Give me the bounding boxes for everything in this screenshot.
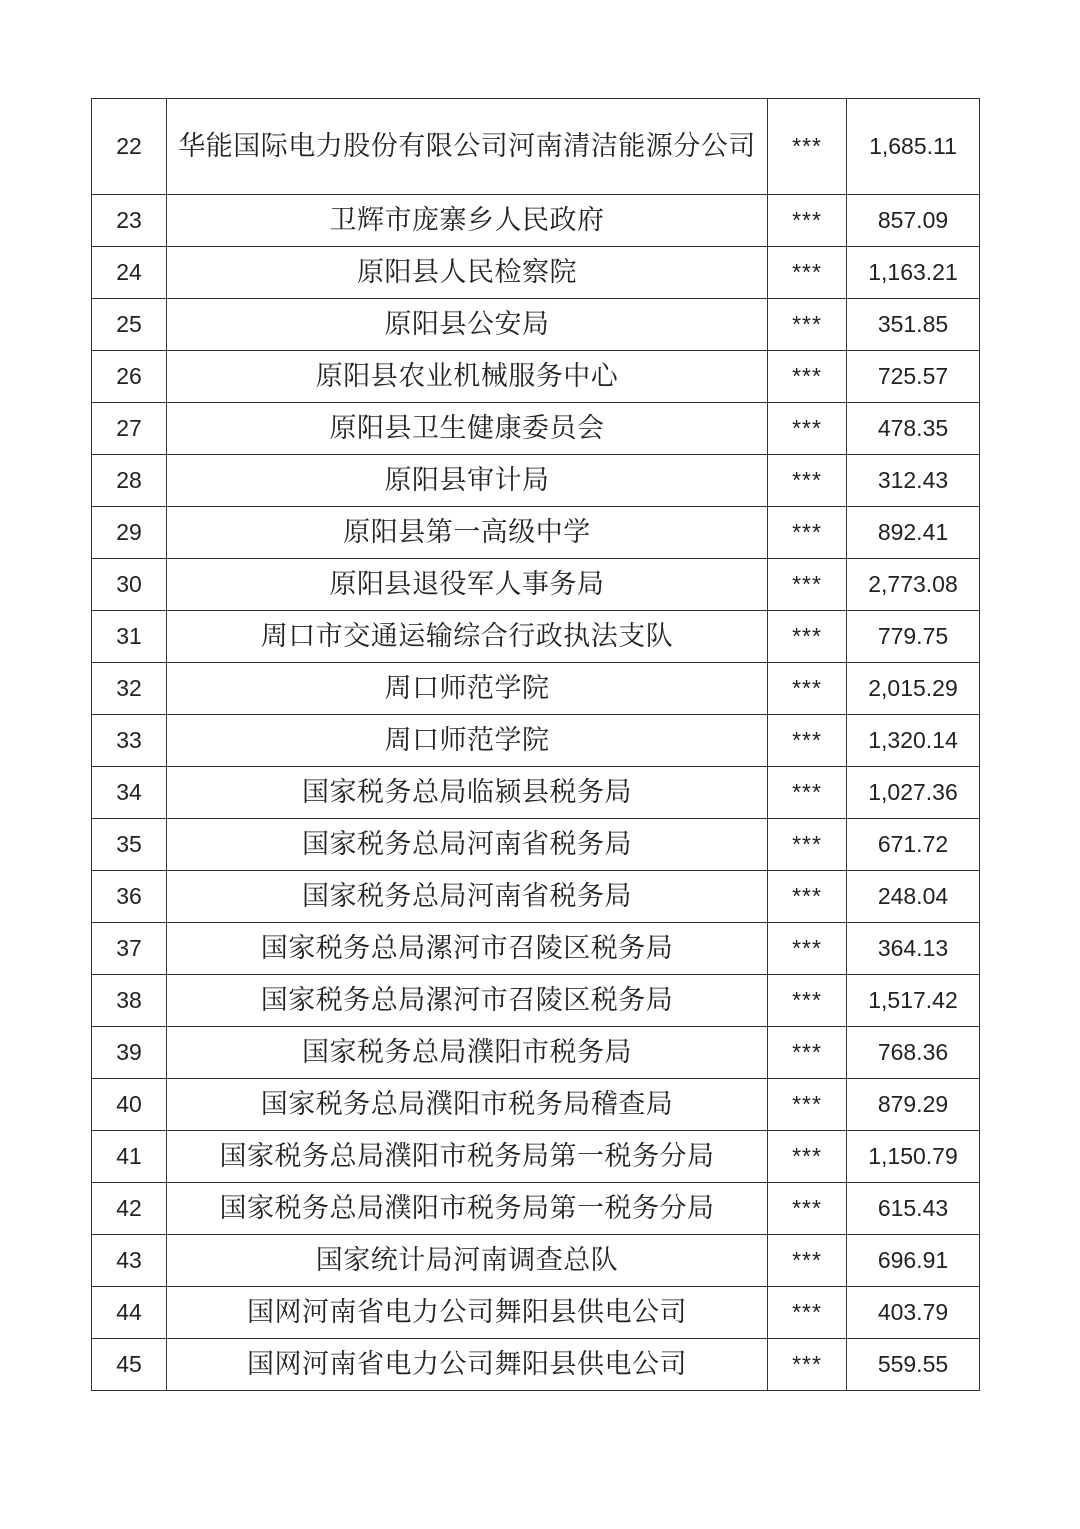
row-number: 33 — [92, 715, 167, 767]
amount: 857.09 — [847, 195, 980, 247]
row-number: 26 — [92, 351, 167, 403]
amount: 351.85 — [847, 299, 980, 351]
table-row — [92, 663, 980, 715]
amount: 779.75 — [847, 611, 980, 663]
row-number: 32 — [92, 663, 167, 715]
unit-name: 国家税务总局濮阳市税务局稽查局 — [167, 1079, 768, 1131]
amount: 403.79 — [847, 1287, 980, 1339]
masked-person: *** — [768, 975, 847, 1027]
table-row — [92, 975, 980, 1027]
unit-name: 华能国际电力股份有限公司河南清洁能源分公司 — [167, 99, 768, 195]
unit-name: 原阳县公安局 — [167, 299, 768, 351]
masked-person: *** — [768, 247, 847, 299]
row-number: 30 — [92, 559, 167, 611]
row-number: 24 — [92, 247, 167, 299]
amount: 696.91 — [847, 1235, 980, 1287]
table-row — [92, 247, 980, 299]
table-row — [92, 1131, 980, 1183]
table-row — [92, 1235, 980, 1287]
unit-name: 国家税务总局濮阳市税务局 — [167, 1027, 768, 1079]
amount: 725.57 — [847, 351, 980, 403]
unit-name: 国网河南省电力公司舞阳县供电公司 — [167, 1339, 768, 1391]
row-number: 39 — [92, 1027, 167, 1079]
masked-person: *** — [768, 195, 847, 247]
row-number: 28 — [92, 455, 167, 507]
unit-name: 周口市交通运输综合行政执法支队 — [167, 611, 768, 663]
row-number: 44 — [92, 1287, 167, 1339]
masked-person: *** — [768, 611, 847, 663]
row-number: 27 — [92, 403, 167, 455]
row-number: 23 — [92, 195, 167, 247]
unit-name: 原阳县农业机械服务中心 — [167, 351, 768, 403]
table-row — [92, 455, 980, 507]
unit-name: 原阳县第一高级中学 — [167, 507, 768, 559]
masked-person: *** — [768, 1131, 847, 1183]
row-number: 38 — [92, 975, 167, 1027]
table-row — [92, 715, 980, 767]
amount: 892.41 — [847, 507, 980, 559]
masked-person: *** — [768, 871, 847, 923]
unit-name: 周口师范学院 — [167, 715, 768, 767]
amount: 478.35 — [847, 403, 980, 455]
amount: 768.36 — [847, 1027, 980, 1079]
masked-person: *** — [768, 455, 847, 507]
table-row — [92, 507, 980, 559]
masked-person: *** — [768, 1287, 847, 1339]
masked-person: *** — [768, 299, 847, 351]
unit-name: 卫辉市庞寨乡人民政府 — [167, 195, 768, 247]
table-row — [92, 767, 980, 819]
unit-name: 原阳县审计局 — [167, 455, 768, 507]
unit-name: 国家统计局河南调查总队 — [167, 1235, 768, 1287]
unit-name: 国家税务总局临颍县税务局 — [167, 767, 768, 819]
table-row — [92, 351, 980, 403]
masked-person: *** — [768, 403, 847, 455]
unit-name: 国网河南省电力公司舞阳县供电公司 — [167, 1287, 768, 1339]
masked-person: *** — [768, 663, 847, 715]
amount: 1,163.21 — [847, 247, 980, 299]
masked-person: *** — [768, 1235, 847, 1287]
unit-name: 国家税务总局濮阳市税务局第一税务分局 — [167, 1183, 768, 1235]
table-row — [92, 403, 980, 455]
masked-person: *** — [768, 1339, 847, 1391]
masked-person: *** — [768, 1027, 847, 1079]
masked-person: *** — [768, 1183, 847, 1235]
masked-person: *** — [768, 819, 847, 871]
amount: 1,517.42 — [847, 975, 980, 1027]
amount: 615.43 — [847, 1183, 980, 1235]
table-row — [92, 299, 980, 351]
masked-person: *** — [768, 351, 847, 403]
row-number: 45 — [92, 1339, 167, 1391]
amount: 671.72 — [847, 819, 980, 871]
amount: 1,685.11 — [847, 99, 980, 195]
table-row — [92, 1183, 980, 1235]
unit-name: 周口师范学院 — [167, 663, 768, 715]
row-number: 42 — [92, 1183, 167, 1235]
table-row — [92, 195, 980, 247]
table-row — [92, 1287, 980, 1339]
row-number: 43 — [92, 1235, 167, 1287]
table-row — [92, 611, 980, 663]
table-row — [92, 99, 980, 195]
row-number: 36 — [92, 871, 167, 923]
masked-person: *** — [768, 767, 847, 819]
amount: 2,015.29 — [847, 663, 980, 715]
masked-person: *** — [768, 923, 847, 975]
table-row — [92, 1079, 980, 1131]
row-number: 37 — [92, 923, 167, 975]
table-row — [92, 923, 980, 975]
table-row — [92, 1027, 980, 1079]
payment-table — [91, 98, 980, 1391]
amount: 312.43 — [847, 455, 980, 507]
masked-person: *** — [768, 507, 847, 559]
amount: 1,150.79 — [847, 1131, 980, 1183]
table-row — [92, 871, 980, 923]
unit-name: 国家税务总局漯河市召陵区税务局 — [167, 975, 768, 1027]
row-number: 40 — [92, 1079, 167, 1131]
masked-person: *** — [768, 1079, 847, 1131]
masked-person: *** — [768, 715, 847, 767]
unit-name: 国家税务总局濮阳市税务局第一税务分局 — [167, 1131, 768, 1183]
amount: 248.04 — [847, 871, 980, 923]
unit-name: 原阳县卫生健康委员会 — [167, 403, 768, 455]
row-number: 41 — [92, 1131, 167, 1183]
table-row — [92, 1339, 980, 1391]
table-row — [92, 559, 980, 611]
unit-name: 国家税务总局漯河市召陵区税务局 — [167, 923, 768, 975]
unit-name: 国家税务总局河南省税务局 — [167, 871, 768, 923]
unit-name: 原阳县退役军人事务局 — [167, 559, 768, 611]
unit-name: 国家税务总局河南省税务局 — [167, 819, 768, 871]
amount: 559.55 — [847, 1339, 980, 1391]
masked-person: *** — [768, 559, 847, 611]
amount: 364.13 — [847, 923, 980, 975]
amount: 1,320.14 — [847, 715, 980, 767]
amount: 879.29 — [847, 1079, 980, 1131]
row-number: 31 — [92, 611, 167, 663]
row-number: 25 — [92, 299, 167, 351]
amount: 2,773.08 — [847, 559, 980, 611]
amount: 1,027.36 — [847, 767, 980, 819]
row-number: 29 — [92, 507, 167, 559]
table-row — [92, 819, 980, 871]
row-number: 22 — [92, 99, 167, 195]
unit-name: 原阳县人民检察院 — [167, 247, 768, 299]
row-number: 35 — [92, 819, 167, 871]
masked-person: *** — [768, 99, 847, 195]
row-number: 34 — [92, 767, 167, 819]
